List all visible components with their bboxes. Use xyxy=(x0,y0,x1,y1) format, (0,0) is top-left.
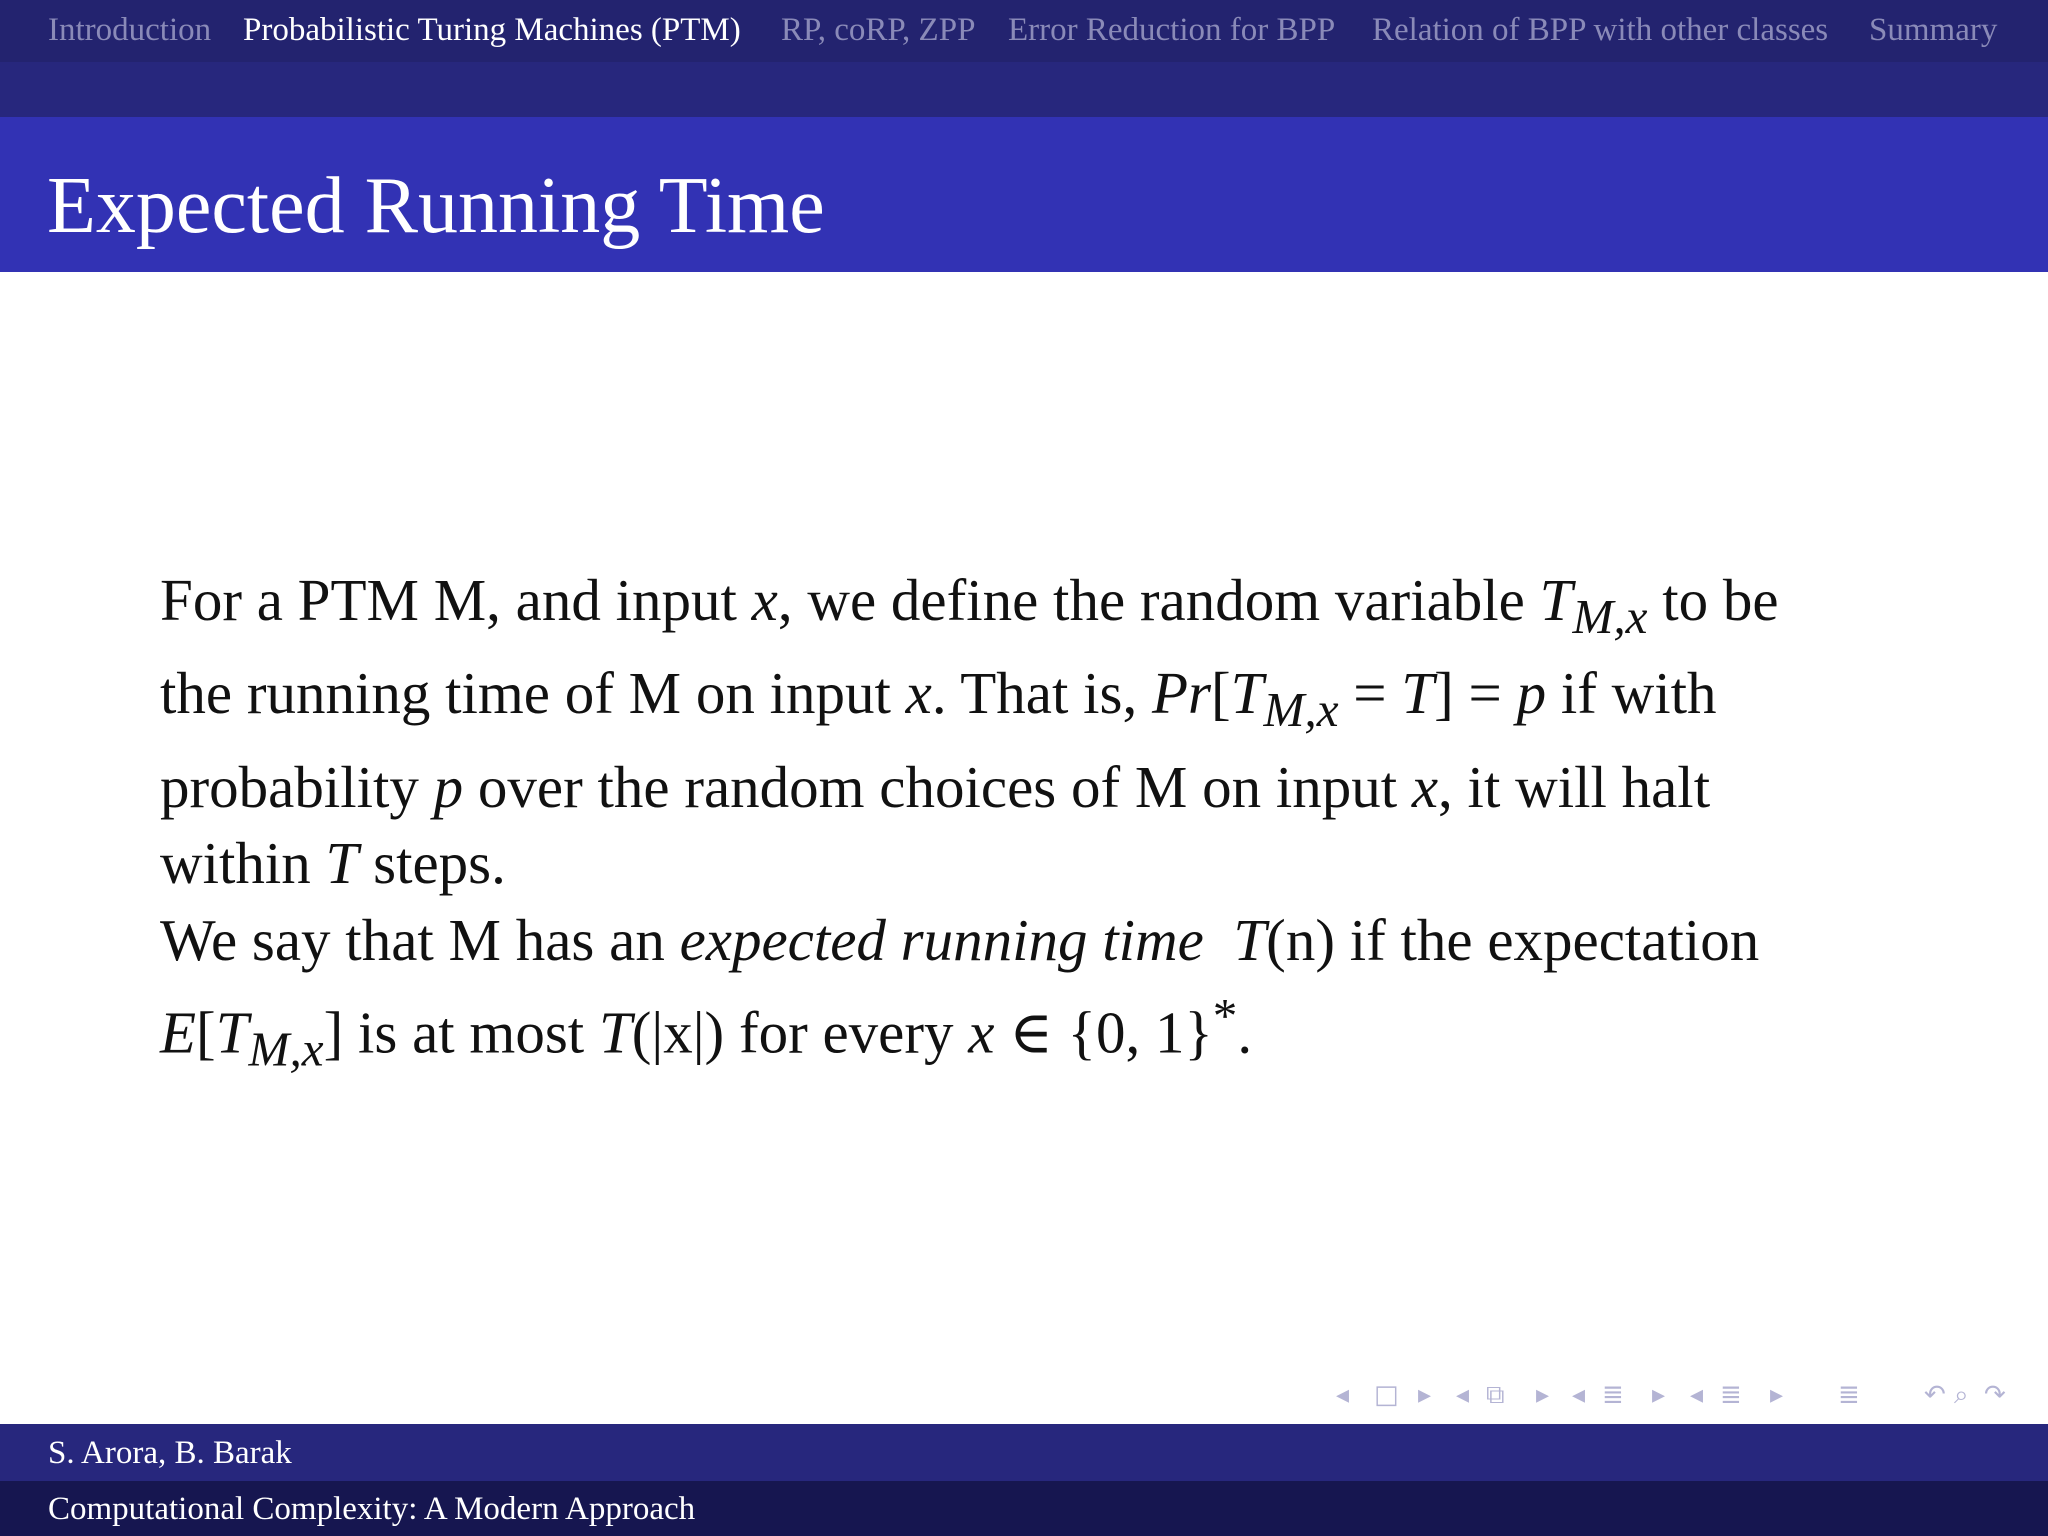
section-icon[interactable]: ≣ xyxy=(1720,1380,1742,1410)
emphasis-term: expected running time xyxy=(679,906,1204,973)
body-line-4: within T steps. xyxy=(160,830,506,897)
appendix-icon[interactable]: ≣ xyxy=(1838,1380,1860,1410)
undo-icon[interactable]: ↶ xyxy=(1924,1380,1946,1410)
body-line-5: We say that M has an expected running time T(n) if the expectation xyxy=(160,906,1760,973)
footer-title-bar xyxy=(0,1481,2048,1536)
arrow-right-icon[interactable]: ▸ xyxy=(1418,1380,1432,1410)
nav-relation-bpp[interactable]: Relation of BPP with other classes xyxy=(1372,12,1829,48)
frames-stack-icon[interactable]: ⧉ xyxy=(1486,1380,1505,1410)
slide-body xyxy=(160,562,1920,1088)
slide-title: Expected Running Time xyxy=(47,162,825,250)
nav-introduction[interactable]: Introduction xyxy=(48,12,212,48)
nav-error-reduction[interactable]: Error Reduction for BPP xyxy=(1008,12,1336,48)
body-line-1: For a PTM M, and input x, we define the random variable $T_{M,x}$ to be xyxy=(160,567,1779,644)
search-icon[interactable]: ⌕ xyxy=(1954,1380,1969,1410)
arrow-right-icon[interactable]: ▸ xyxy=(1536,1380,1550,1410)
nav-rp-corp-zpp[interactable]: RP, coRP, ZPP xyxy=(781,12,976,48)
arrow-left-icon[interactable]: ◂ xyxy=(1572,1380,1586,1410)
footer-authors: S. Arora, B. Barak xyxy=(48,1435,292,1471)
arrow-left-icon[interactable]: ◂ xyxy=(1456,1380,1470,1410)
body-line-2: the running time of M on input x. That is, $Pr[T_{M,x} = T] = p$ if with xyxy=(160,660,1717,738)
nav-summary[interactable]: Summary xyxy=(1869,12,1998,48)
body-line-3: probability p over the random choices of M on input x, it will halt xyxy=(160,753,1711,820)
nav-ptm[interactable]: Probabilistic Turing Machines (PTM) xyxy=(243,12,741,48)
arrow-right-icon[interactable]: ▸ xyxy=(1652,1380,1666,1410)
redo-icon[interactable]: ↷ xyxy=(1984,1380,2006,1410)
subsection-icon[interactable]: ≣ xyxy=(1602,1380,1624,1410)
subsection-band xyxy=(0,62,2048,117)
frame-icon[interactable]: □ xyxy=(1374,1380,1399,1410)
footer-authors-bar xyxy=(0,1424,2048,1481)
arrow-right-icon[interactable]: ▸ xyxy=(1770,1380,1784,1410)
section-navigation-bar xyxy=(0,0,2048,62)
arrow-left-icon[interactable]: ◂ xyxy=(1336,1380,1350,1410)
body-line-6: $E[T_{M,x}]$ is at most T(|x|) for every x ∈ {0, 1}*. xyxy=(160,988,1253,1077)
footer-book-title: Computational Complexity: A Modern Approach xyxy=(48,1491,696,1527)
arrow-left-icon[interactable]: ◂ xyxy=(1690,1380,1704,1410)
